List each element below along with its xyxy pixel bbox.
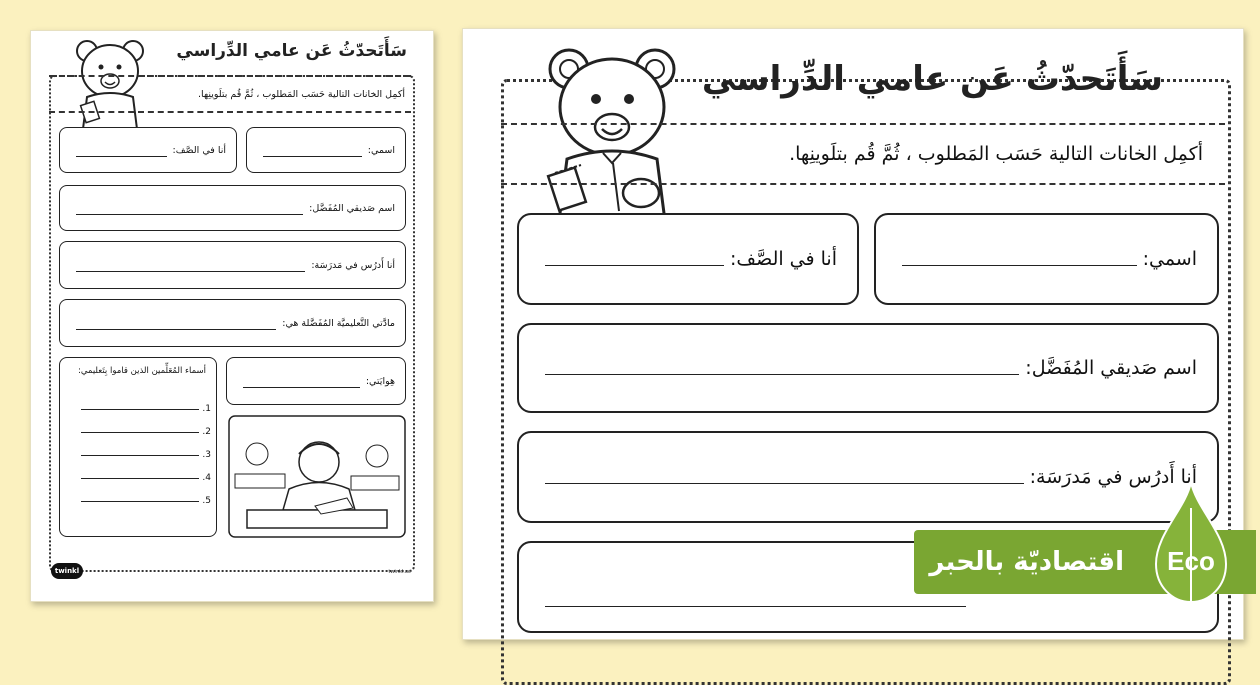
favorite-subject-line <box>545 604 966 607</box>
name-field[interactable] <box>246 127 406 173</box>
twinkl-logo: twinkl <box>51 563 83 579</box>
teachers-list <box>71 391 211 506</box>
teacher-line[interactable] <box>71 391 211 414</box>
eco-ink-label: اقتصاديّة بالحبر <box>929 547 1124 577</box>
instructions-text: أكمِل الخانات التالية حَسَب المَطلوب ، ثُمَّ قُم بتلَوينِها. <box>198 89 405 100</box>
grade-field[interactable] <box>59 127 237 173</box>
name-field[interactable] <box>874 213 1219 305</box>
dashed-divider <box>501 183 1225 185</box>
teacher-number: 3. <box>202 450 211 460</box>
best-friend-label: اسم صَديقي المُفَضَّل: <box>1025 357 1197 379</box>
best-friend-line <box>545 372 1019 375</box>
grade-field[interactable] <box>517 213 859 305</box>
teacher-line[interactable] <box>71 483 211 506</box>
favorite-subject-field[interactable] <box>59 299 406 347</box>
favorite-subject-label: مادَّتي التَّعليميَّة المُفَضَّلة هي: <box>282 317 395 329</box>
name-line <box>902 263 1137 266</box>
dashed-divider <box>501 123 1225 125</box>
name-label: اسمي: <box>1142 248 1197 270</box>
school-field[interactable] <box>517 431 1219 523</box>
dashed-divider <box>49 111 411 113</box>
teacher-line[interactable] <box>71 437 211 460</box>
best-friend-field[interactable] <box>59 185 406 231</box>
footer-url: twinkl.ae <box>388 569 411 575</box>
grade-line <box>76 154 167 157</box>
teacher-number: 5. <box>202 496 211 506</box>
eco-drop-icon <box>1150 478 1232 614</box>
grade-label: أنا في الصَّف: <box>172 144 226 156</box>
teacher-line[interactable] <box>71 414 211 437</box>
name-label: اسمي: <box>367 144 395 156</box>
best-friend-line <box>76 212 303 215</box>
hobby-line <box>243 385 360 388</box>
school-line <box>76 269 305 272</box>
name-line <box>263 154 362 157</box>
grade-line <box>545 263 724 266</box>
worksheet-preview-small[interactable] <box>30 30 434 602</box>
best-friend-label: اسم صَديقي المُفَضَّل: <box>309 202 395 214</box>
classroom-illustration <box>227 414 407 539</box>
page-title: سَأَتَحدّثُ عَن عامي الدِّراسي <box>701 59 1163 99</box>
dashed-divider <box>49 75 411 77</box>
teachers-heading: أسماء المُعَلِّمين الذين قاموا بِتَعليمي: <box>77 366 206 376</box>
grade-label: أنا في الصَّف: <box>730 248 837 270</box>
best-friend-field[interactable] <box>517 323 1219 413</box>
teacher-number: 4. <box>202 473 211 483</box>
hobby-field[interactable] <box>226 357 406 405</box>
teacher-line[interactable] <box>71 460 211 483</box>
hobby-label: هِوايَتي: <box>365 375 395 387</box>
teddy-bear-illustration <box>541 43 691 221</box>
teacher-number: 1. <box>202 404 211 414</box>
school-label: أنا أَدرُس في مَدرَسَة: <box>1029 466 1197 488</box>
school-field[interactable] <box>59 241 406 289</box>
teddy-bear-illustration <box>71 37 153 129</box>
school-label: أنا أَدرُس في مَدرَسَة: <box>311 259 395 271</box>
teacher-number: 2. <box>202 427 211 437</box>
school-line <box>545 481 1024 484</box>
eco-word: Eco <box>1167 546 1215 576</box>
favorite-subject-line <box>76 327 276 330</box>
instructions-text: أكمِل الخانات التالية حَسَب المَطلوب ، ثُمَّ قُم بتلَوينِها. <box>789 143 1203 165</box>
page-title: سَأَتَحدّثُ عَن عامي الدِّراسي <box>176 41 407 61</box>
